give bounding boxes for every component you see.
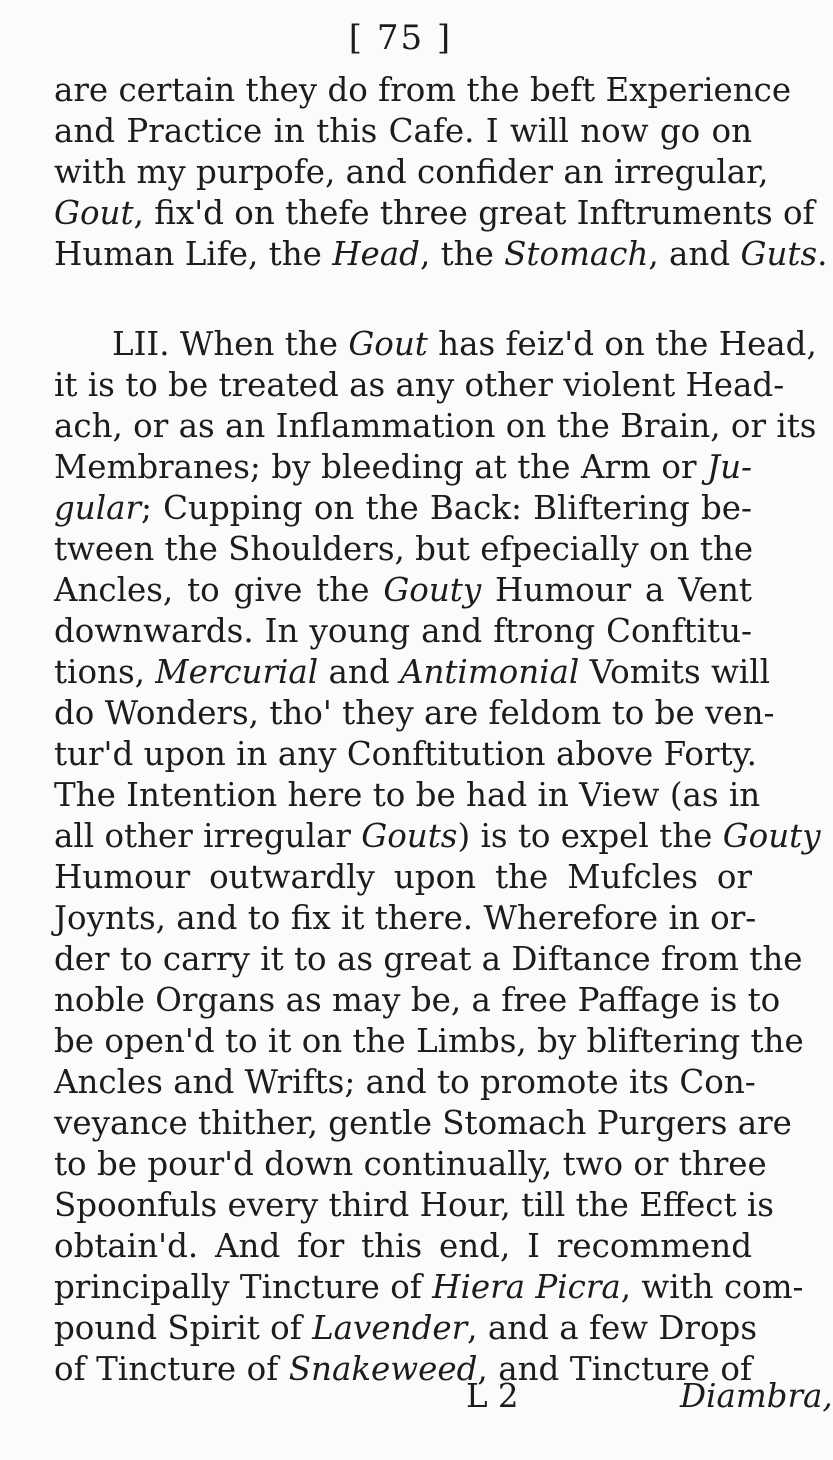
- text-line: [54, 406, 817, 447]
- italic-text-run: Gout: [348, 325, 428, 363]
- text-line: [54, 365, 785, 406]
- text-run: ) is to expel the: [457, 817, 723, 855]
- text-line: [54, 980, 781, 1021]
- italic-text-run: Ju-: [707, 448, 752, 486]
- text-run: The Intention here to be had in View (as in: [54, 776, 761, 814]
- text-run: Joynts, and to fix it there. Wherefore in or-: [54, 899, 757, 937]
- text-run: and: [318, 653, 400, 691]
- page-number: [ 75 ]: [348, 18, 453, 58]
- text-run: , and a few Drops: [467, 1309, 758, 1347]
- italic-text-run: Snakeweed: [288, 1350, 478, 1388]
- text-run: , and Tincture of: [477, 1350, 752, 1388]
- text-run: , with com-: [620, 1268, 804, 1306]
- text-run: be open'd to it on the Limbs, by bliftering the: [54, 1022, 804, 1060]
- italic-text-run: Antimonial: [399, 653, 580, 691]
- italic-text-run: Hiera Picra: [432, 1268, 621, 1306]
- text-run: Membranes; by bleeding at the Arm or: [54, 448, 708, 486]
- text-run: has feiz'd on the Head,: [427, 325, 817, 363]
- text-line: [54, 857, 752, 898]
- text-run: obtain'd. And for this end, I recommend: [54, 1227, 752, 1265]
- text-line: [54, 734, 757, 775]
- text-line: [54, 152, 769, 193]
- text-run: principally Tincture of: [54, 1268, 433, 1306]
- text-line: [54, 111, 752, 152]
- text-run: to be pour'd down continually, two or three: [54, 1145, 767, 1183]
- text-line: [54, 1021, 804, 1062]
- text-line: [54, 529, 752, 570]
- text-line: [54, 775, 761, 816]
- text-line: [54, 193, 815, 234]
- text-run: ach, or as an Inflammation on the Brain, or its: [54, 407, 817, 445]
- text-run: are certain they do from the beft Experience: [54, 71, 792, 109]
- text-line: [54, 234, 828, 275]
- text-run: with my purpofe, and confider an irregular,: [54, 153, 769, 191]
- text-run: Ancles and Wrifts; and to promote its Con-: [54, 1063, 756, 1101]
- text-run: pound Spirit of: [54, 1309, 313, 1347]
- text-line: [54, 447, 752, 488]
- italic-text-run: Mercurial: [155, 653, 319, 691]
- page-footer: [54, 1376, 833, 1417]
- text-run: and Practice in this Cafe. I will now go on: [54, 112, 752, 150]
- italic-text-run: Gouty: [722, 817, 821, 855]
- signature-mark: L 2: [466, 1377, 519, 1415]
- text-line: [54, 1062, 756, 1103]
- text-run: Humour outwardly upon the Mufcles or: [54, 858, 752, 896]
- text-line: [54, 1103, 792, 1144]
- italic-text-run: Lavender: [312, 1309, 468, 1347]
- text-run: .: [817, 235, 828, 273]
- italic-text-run: Gouty: [383, 571, 482, 609]
- italic-text-run: Stomach: [504, 235, 649, 273]
- text-line: [54, 611, 752, 652]
- text-run: of Tincture of: [54, 1350, 289, 1388]
- italic-text-run: Gouts: [361, 817, 458, 855]
- text-run: all other irregular: [54, 817, 362, 855]
- text-run: tur'd upon in any Conftitution above Forty.: [54, 735, 757, 773]
- italic-text-run: Guts: [740, 235, 818, 273]
- italic-text-run: Gout: [54, 194, 134, 232]
- text-run: , and: [648, 235, 741, 273]
- italic-text-run: Head: [332, 235, 420, 273]
- text-run: do Wonders, tho' they are feldom to be ven-: [54, 694, 775, 732]
- text-line: [54, 1267, 804, 1308]
- italic-text-run: gular: [54, 489, 142, 527]
- paragraph-lii: [54, 324, 821, 1390]
- text-line: [54, 1308, 758, 1349]
- catchword: Diambra,: [680, 1377, 833, 1415]
- text-line: [54, 652, 770, 693]
- text-run: tween the Shoulders, but efpecially on the: [54, 530, 754, 568]
- text-run: , fix'd on thefe three great Inftruments of: [133, 194, 815, 232]
- text-run: Ancles, to give the: [54, 571, 384, 609]
- text-run: tions,: [54, 653, 156, 691]
- text-line: [54, 324, 817, 365]
- text-line: [54, 570, 752, 611]
- text-line: [54, 816, 821, 857]
- text-run: der to carry it to as great a Diftance from the: [54, 940, 803, 978]
- text-run: LII. When the: [112, 325, 349, 363]
- text-run: downwards. In young and ftrong Conftitu-: [54, 612, 752, 650]
- text-line: [54, 488, 752, 529]
- text-line: [54, 693, 775, 734]
- text-line: [54, 70, 792, 111]
- intro-text: [54, 70, 828, 275]
- text-run: Humour a Vent: [481, 571, 752, 609]
- text-run: Vomits will: [579, 653, 770, 691]
- text-run: , the: [419, 235, 505, 273]
- text-run: ; Cupping on the Back: Bliftering be-: [141, 489, 752, 527]
- text-line: [54, 1144, 767, 1185]
- text-run: Human Life, the: [54, 235, 333, 273]
- text-run: noble Organs as may be, a free Paffage is to: [54, 981, 781, 1019]
- text-run: it is to be treated as any other violent Head-: [54, 366, 785, 404]
- text-run: Spoonfuls every third Hour, till the Effect is: [54, 1186, 774, 1224]
- text-line: [54, 1226, 752, 1267]
- text-line: [54, 1185, 774, 1226]
- text-line: [54, 939, 803, 980]
- text-run: veyance thither, gentle Stomach Purgers are: [54, 1104, 792, 1142]
- text-line: [54, 898, 757, 939]
